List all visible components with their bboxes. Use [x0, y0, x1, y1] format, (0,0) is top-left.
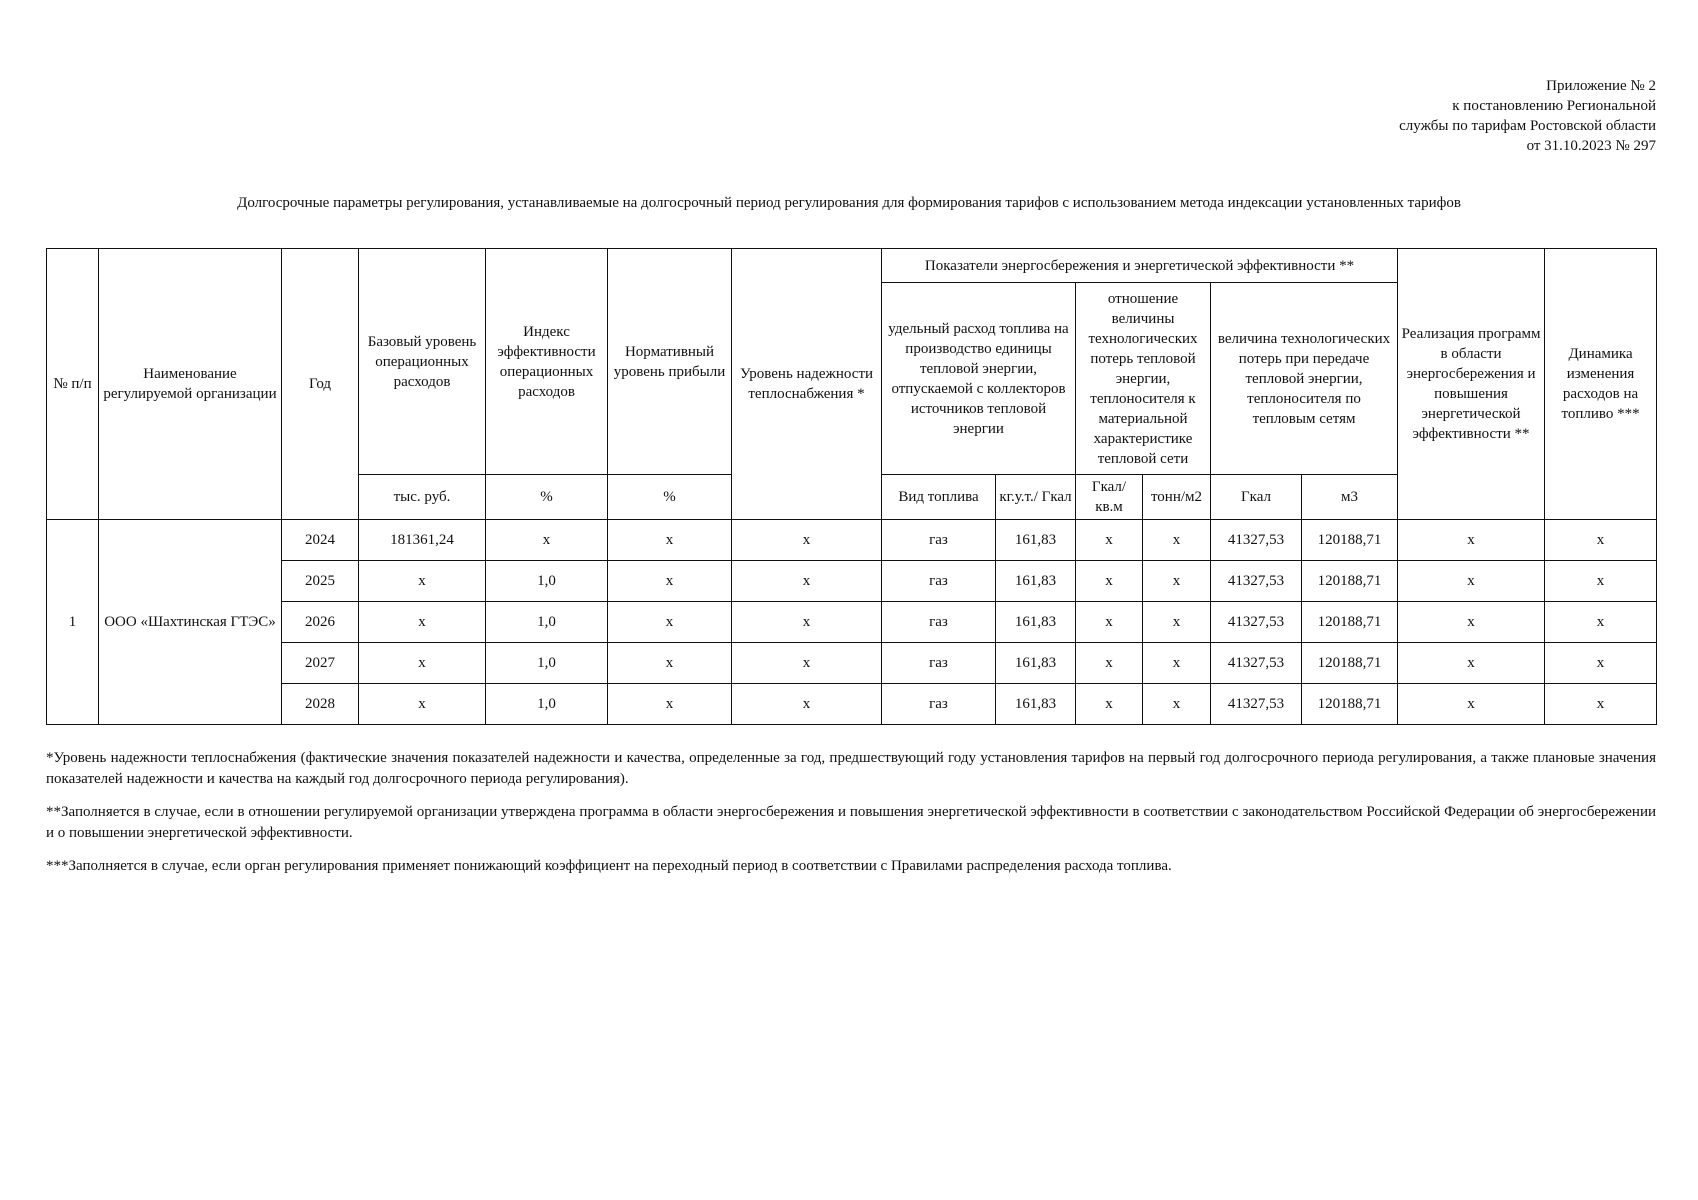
cell-base: х: [359, 602, 486, 643]
cell-reliability: х: [732, 643, 882, 684]
cell-programs: х: [1398, 602, 1545, 643]
cell-reliability: х: [732, 684, 882, 725]
table-row: [47, 561, 1657, 602]
header-year: Год: [282, 249, 359, 520]
cell-kgut: 161,83: [996, 561, 1076, 602]
cell-index: 1,0: [486, 602, 608, 643]
unit-base: тыс. руб.: [359, 475, 486, 520]
cell-fuel: газ: [882, 520, 996, 561]
header-energy-group: Показатели энергосбережения и энергетической эффективности **: [882, 249, 1398, 283]
appendix-line: к постановлению Региональной: [1452, 98, 1656, 114]
cell-kgut: 161,83: [996, 684, 1076, 725]
cell-reliability: х: [732, 602, 882, 643]
appendix-line: службы по тарифам Ростовской области: [1399, 118, 1656, 134]
header-row: [47, 249, 1657, 283]
header-fuel-rate: удельный расход топлива на производство единицы тепловой энергии, отпускаемой с коллекторов источников тепловой энергии: [882, 283, 1076, 475]
header-org-name: Наименование регулируемой организации: [99, 249, 282, 520]
cell-profit: х: [608, 684, 732, 725]
header-profit-level: Нормативный уровень прибыли: [608, 249, 732, 475]
cell-dynamics: х: [1545, 643, 1657, 684]
cell-base: х: [359, 684, 486, 725]
cell-profit: х: [608, 520, 732, 561]
unit-index: %: [486, 475, 608, 520]
table-row: [47, 602, 1657, 643]
cell-year: 2026: [282, 602, 359, 643]
table-row: [47, 520, 1657, 561]
cell-profit: х: [608, 561, 732, 602]
footnote-reliability: *Уровень надежности теплоснабжения (фактические значения показателей надежности и качества, определенные за год, предшествующий году установления тарифов на первый год долгосрочного периода регулирования, а также плановые значения показателей надежности и качества на каждый год долгосрочного периода регулирования).: [46, 750, 1656, 787]
unit-fuel-type: Вид топлива: [882, 475, 996, 520]
cell-gkal-m: х: [1076, 643, 1143, 684]
cell-reliability: х: [732, 561, 882, 602]
cell-year: 2024: [282, 520, 359, 561]
cell-ton-m2: х: [1143, 602, 1211, 643]
cell-profit: х: [608, 643, 732, 684]
cell-base: х: [359, 643, 486, 684]
header-num: № п/п: [47, 249, 99, 520]
parameters-table: [46, 248, 1657, 725]
cell-kgut: 161,83: [996, 602, 1076, 643]
cell-ton-m2: х: [1143, 643, 1211, 684]
cell-fuel: газ: [882, 684, 996, 725]
cell-kgut: 161,83: [996, 643, 1076, 684]
cell-dynamics: х: [1545, 520, 1657, 561]
cell-year: 2028: [282, 684, 359, 725]
cell-programs: х: [1398, 684, 1545, 725]
cell-index: 1,0: [486, 561, 608, 602]
cell-gkal: 41327,53: [1211, 561, 1302, 602]
appendix-block: [1399, 76, 1656, 156]
cell-gkal: 41327,53: [1211, 643, 1302, 684]
unit-kgut: кг.у.т./ Гкал: [996, 475, 1076, 520]
cell-fuel: газ: [882, 561, 996, 602]
cell-index: 1,0: [486, 643, 608, 684]
cell-m3: 120188,71: [1302, 602, 1398, 643]
cell-programs: х: [1398, 561, 1545, 602]
cell-gkal: 41327,53: [1211, 520, 1302, 561]
cell-m3: 120188,71: [1302, 643, 1398, 684]
cell-year: 2025: [282, 561, 359, 602]
cell-fuel: газ: [882, 643, 996, 684]
footnote-fuel-coefficient: ***Заполняется в случае, если орган регулирования применяет понижающий коэффициент на переходный период в соответствии с Правилами распределения расхода топлива.: [46, 858, 1172, 874]
unit-gkal-m: Гкал/ кв.м: [1076, 475, 1143, 520]
cell-ton-m2: х: [1143, 684, 1211, 725]
footnote-energy-program: **Заполняется в случае, если в отношении регулируемой организации утверждена программа в области энергосбережения и повышения энергетической эффективности в соответствии с законодательством Российской Федерации об энергосбережении и о повышении энергетической эффективности.: [46, 804, 1656, 841]
cell-kgut: 161,83: [996, 520, 1076, 561]
cell-m3: 120188,71: [1302, 684, 1398, 725]
unit-ton-m2: тонн/м2: [1143, 475, 1211, 520]
header-base-level: Базовый уровень операционных расходов: [359, 249, 486, 475]
cell-gkal-m: х: [1076, 561, 1143, 602]
cell-gkal: 41327,53: [1211, 602, 1302, 643]
appendix-line: от 31.10.2023 № 297: [1526, 138, 1656, 154]
cell-gkal-m: х: [1076, 520, 1143, 561]
header-fuel-dynamics: Динамика изменения расходов на топливо ***: [1545, 249, 1657, 520]
document-title: Долгосрочные параметры регулирования, устанавливаемые на долгосрочный период регулирования для формирования тарифов с использованием метода индексации установленных тарифов: [237, 195, 1461, 211]
cell-gkal-m: х: [1076, 602, 1143, 643]
cell-programs: х: [1398, 643, 1545, 684]
cell-base: 181361,24: [359, 520, 486, 561]
cell-reliability: х: [732, 520, 882, 561]
cell-year: 2027: [282, 643, 359, 684]
cell-index: х: [486, 520, 608, 561]
header-programs: Реализация программ в области энергосбережения и повышения энергетической эффективности **: [1398, 249, 1545, 520]
cell-base: х: [359, 561, 486, 602]
cell-m3: 120188,71: [1302, 520, 1398, 561]
cell-dynamics: х: [1545, 561, 1657, 602]
cell-ton-m2: х: [1143, 520, 1211, 561]
unit-profit: %: [608, 475, 732, 520]
cell-fuel: газ: [882, 602, 996, 643]
cell-dynamics: х: [1545, 684, 1657, 725]
cell-profit: х: [608, 602, 732, 643]
cell-ton-m2: х: [1143, 561, 1211, 602]
cell-index: 1,0: [486, 684, 608, 725]
unit-gkal: Гкал: [1211, 475, 1302, 520]
unit-m3: м3: [1302, 475, 1398, 520]
org-number: 1: [47, 520, 99, 725]
header-reliability: Уровень надежности теплоснабжения *: [732, 249, 882, 520]
cell-dynamics: х: [1545, 602, 1657, 643]
cell-m3: 120188,71: [1302, 561, 1398, 602]
footnotes: [46, 748, 1656, 889]
table-row: [47, 643, 1657, 684]
org-name: ООО «Шахтинская ГТЭС»: [99, 520, 282, 725]
cell-programs: х: [1398, 520, 1545, 561]
cell-gkal-m: х: [1076, 684, 1143, 725]
appendix-line: Приложение № 2: [1546, 78, 1656, 94]
header-loss-value: величина технологических потерь при передаче тепловой энергии, теплоносителя по тепловым сетям: [1211, 283, 1398, 475]
header-efficiency-index: Индекс эффективности операционных расходов: [486, 249, 608, 475]
cell-gkal: 41327,53: [1211, 684, 1302, 725]
table-row: [47, 684, 1657, 725]
header-loss-ratio: отношение величины технологических потерь тепловой энергии, теплоносителя к материальной характеристике тепловой сети: [1076, 283, 1211, 475]
